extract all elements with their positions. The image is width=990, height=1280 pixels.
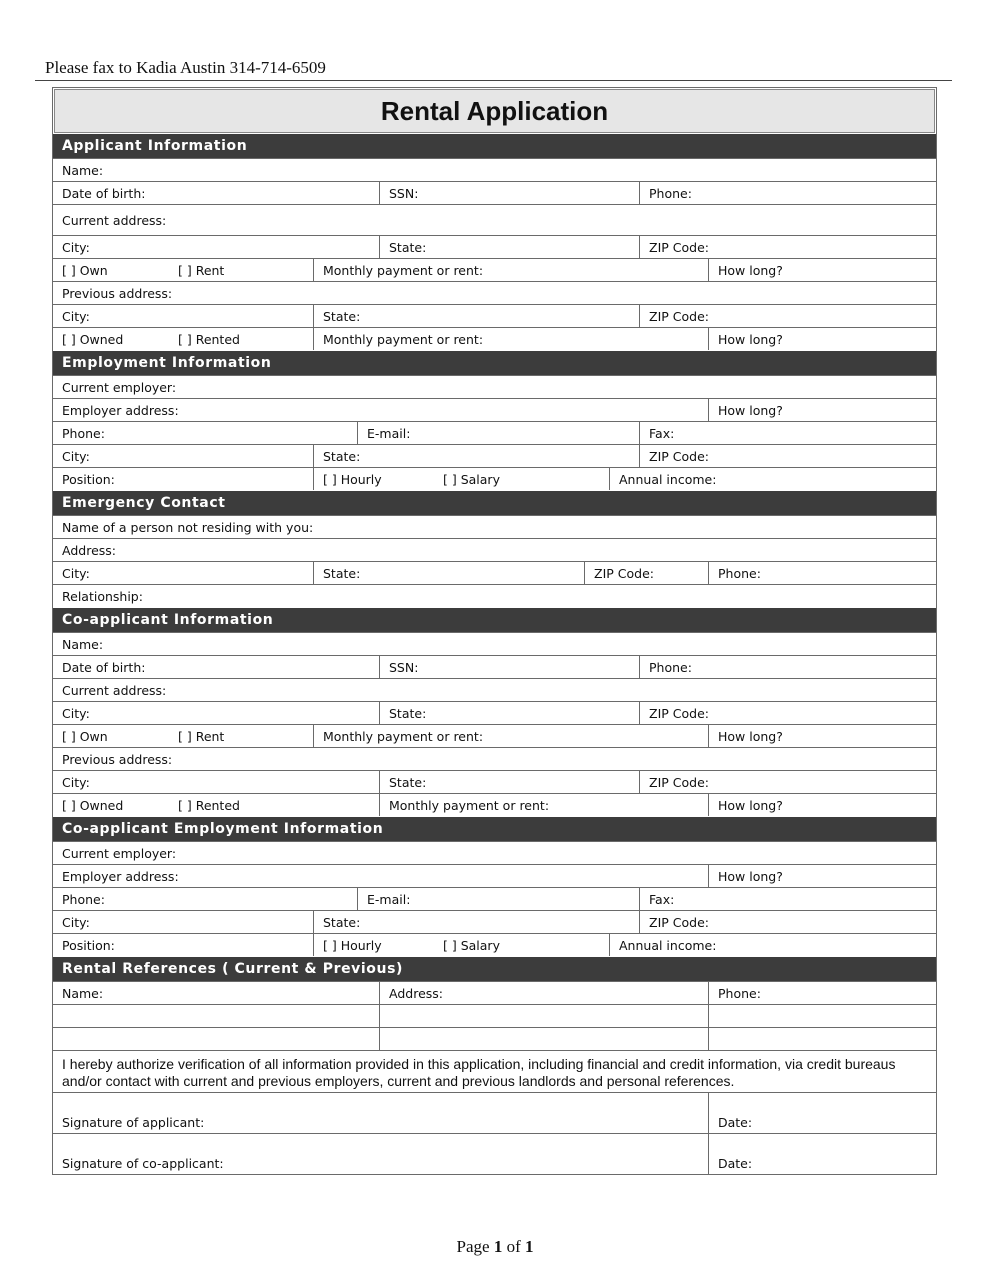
applicant-monthly-payment-field[interactable]: Monthly payment or rent: [313, 259, 708, 281]
co-position-field[interactable]: Position: [62, 937, 115, 953]
reference-name-cell[interactable] [53, 1005, 379, 1027]
coapplicant-previous-address-field[interactable]: Previous address: [62, 751, 173, 767]
applicant-previous-city-row [53, 304, 936, 327]
current-employer-field[interactable]: Current employer: [62, 379, 177, 395]
emergency-relationship-row [53, 584, 936, 607]
rented-checkbox[interactable]: [ ] Rented [178, 331, 240, 347]
co-employer-address-field[interactable]: Employer address: [62, 868, 179, 884]
emergency-state-field[interactable]: State: [313, 562, 584, 584]
employer-city-row [53, 444, 936, 467]
coapplicant-rent-checkbox[interactable]: [ ] Rent [178, 728, 225, 744]
coapplicant-signature-date-field[interactable]: Date: [708, 1134, 936, 1174]
section-coapplicant-employment: Co-applicant Employment Information [53, 817, 936, 841]
coapplicant-previous-zip-field[interactable]: ZIP Code: [639, 771, 936, 793]
reference-phone-cell[interactable] [708, 1005, 936, 1027]
section-rental-references: Rental References ( Current & Previous) [53, 957, 936, 981]
coapplicant-city-field[interactable]: City: [62, 705, 90, 721]
co-employer-email-field[interactable]: E-mail: [357, 888, 639, 910]
co-employment-how-long-field[interactable]: How long? [708, 865, 936, 887]
coapplicant-ssn-field[interactable]: SSN: [379, 656, 639, 678]
co-employer-phone-field[interactable]: Phone: [62, 891, 105, 907]
applicant-dob-row [53, 181, 936, 204]
reference-address-cell[interactable] [379, 1028, 708, 1050]
applicant-zip-field[interactable]: ZIP Code: [639, 236, 936, 258]
section-coapplicant-information: Co-applicant Information [53, 608, 936, 632]
total-pages: 1 [524, 1237, 534, 1256]
applicant-residence-row [53, 258, 936, 281]
form-title: Rental Application [54, 89, 935, 133]
applicant-previous-address-field[interactable]: Previous address: [62, 285, 173, 301]
co-employer-address-row [53, 864, 936, 887]
co-employer-state-field[interactable]: State: [313, 911, 639, 933]
current-page: 1 [493, 1237, 503, 1256]
own-checkbox[interactable]: [ ] Own [62, 262, 108, 278]
applicant-name-row [53, 158, 936, 181]
applicant-signature-date-field[interactable]: Date: [708, 1093, 936, 1133]
co-position-row [53, 933, 936, 956]
applicant-previous-monthly-field[interactable]: Monthly payment or rent: [313, 328, 708, 350]
page-number [0, 1237, 990, 1257]
references-header-row [53, 981, 936, 1004]
coapplicant-previous-state-field[interactable]: State: [379, 771, 639, 793]
position-row [53, 467, 936, 490]
reference-address-cell[interactable] [379, 1005, 708, 1027]
header-divider [35, 80, 952, 81]
coapplicant-signature-row [53, 1133, 936, 1174]
coapplicant-previous-address-row [53, 747, 936, 770]
coapplicant-zip-field[interactable]: ZIP Code: [639, 702, 936, 724]
applicant-previous-state-field[interactable]: State: [313, 305, 639, 327]
emergency-name-field[interactable]: Name of a person not residing with you: [62, 519, 314, 535]
employer-fax-field[interactable]: Fax: [639, 422, 936, 444]
applicant-city-row [53, 235, 936, 258]
owned-checkbox[interactable]: [ ] Owned [62, 331, 124, 347]
applicant-previous-residence-row [53, 327, 936, 350]
salary-checkbox[interactable]: [ ] Salary [443, 471, 500, 487]
annual-income-field[interactable]: Annual income: [609, 468, 936, 490]
applicant-ssn-field[interactable]: SSN: [379, 182, 639, 204]
employer-contact-row [53, 421, 936, 444]
coapplicant-how-long-field[interactable]: How long? [708, 725, 936, 747]
coapplicant-state-field[interactable]: State: [379, 702, 639, 724]
applicant-city-field[interactable]: City: [62, 239, 90, 255]
coapplicant-previous-how-long-field[interactable]: How long? [708, 794, 936, 816]
current-employer-row [53, 375, 936, 398]
coapplicant-signature-field[interactable]: Signature of co-applicant: [62, 1156, 224, 1171]
emergency-city-row [53, 561, 936, 584]
applicant-state-field[interactable]: State: [379, 236, 639, 258]
coapplicant-previous-city-field[interactable]: City: [62, 774, 90, 790]
reference-address-header: Address: [379, 982, 708, 1004]
co-employer-contact-row [53, 887, 936, 910]
applicant-previous-zip-field[interactable]: ZIP Code: [639, 305, 936, 327]
reference-row [53, 1027, 936, 1050]
coapplicant-current-address-row [53, 678, 936, 701]
applicant-current-address-field[interactable]: Current address: [62, 212, 167, 228]
employer-email-field[interactable]: E-mail: [357, 422, 639, 444]
co-employer-city-row [53, 910, 936, 933]
coapplicant-name-field[interactable]: Name: [62, 636, 104, 652]
co-employer-fax-field[interactable]: Fax: [639, 888, 936, 910]
reference-phone-cell[interactable] [708, 1028, 936, 1050]
co-current-employer-row [53, 841, 936, 864]
position-field[interactable]: Position: [62, 471, 115, 487]
reference-phone-header: Phone: [708, 982, 936, 1004]
page-separator: of [502, 1237, 525, 1256]
applicant-phone-field[interactable]: Phone: [639, 182, 936, 204]
applicant-dob-field[interactable]: Date of birth: [62, 185, 146, 201]
fax-instruction: Please fax to Kadia Austin 314-714-6509 [45, 58, 326, 77]
coapplicant-city-row [53, 701, 936, 724]
applicant-current-address-row [53, 204, 936, 235]
section-employment-information: Employment Information [53, 351, 936, 375]
co-hourly-checkbox[interactable]: [ ] Hourly [313, 934, 434, 956]
employer-address-field[interactable]: Employer address: [62, 402, 179, 418]
emergency-zip-field[interactable]: ZIP Code: [584, 562, 708, 584]
applicant-previous-address-row [53, 281, 936, 304]
authorization-statement: I hereby authorize verification of all information provided in this application, including financial and credit information, via credit bureaus and/or contact with current and previous employers, current and previous landlords and personal references. [53, 1050, 936, 1092]
co-current-employer-field[interactable]: Current employer: [62, 845, 177, 861]
emergency-city-field[interactable]: City: [62, 565, 90, 581]
page-prefix: Page [456, 1237, 494, 1256]
emergency-phone-field[interactable]: Phone: [708, 562, 936, 584]
coapplicant-previous-city-row [53, 770, 936, 793]
coapplicant-previous-residence-row [53, 793, 936, 816]
applicant-previous-how-long-field[interactable]: How long? [708, 328, 936, 350]
coapplicant-dob-row [53, 655, 936, 678]
coapplicant-own-checkbox[interactable]: [ ] Own [62, 728, 108, 744]
rent-checkbox[interactable]: [ ] Rent [178, 262, 225, 278]
coapplicant-dob-field[interactable]: Date of birth: [62, 659, 146, 675]
employer-phone-field[interactable]: Phone: [62, 425, 105, 441]
emergency-address-row [53, 538, 936, 561]
section-applicant-information: Applicant Information [53, 134, 936, 158]
section-emergency-contact: Emergency Contact [53, 491, 936, 515]
employer-address-row [53, 398, 936, 421]
employer-city-field[interactable]: City: [62, 448, 90, 464]
applicant-signature-row [53, 1092, 936, 1133]
coapplicant-residence-row [53, 724, 936, 747]
rental-application-form [52, 87, 937, 1175]
coapplicant-rented-checkbox[interactable]: [ ] Rented [178, 797, 240, 813]
employment-how-long-field[interactable]: How long? [708, 399, 936, 421]
co-employer-zip-field[interactable]: ZIP Code: [639, 911, 936, 933]
coapplicant-previous-monthly-field[interactable]: Monthly payment or rent: [379, 794, 708, 816]
coapplicant-name-row [53, 632, 936, 655]
emergency-name-row [53, 515, 936, 538]
coapplicant-phone-field[interactable]: Phone: [639, 656, 936, 678]
applicant-previous-city-field[interactable]: City: [62, 308, 90, 324]
coapplicant-owned-checkbox[interactable]: [ ] Owned [62, 797, 124, 813]
emergency-relationship-field[interactable]: Relationship: [62, 588, 143, 604]
reference-name-cell[interactable] [53, 1028, 379, 1050]
hourly-checkbox[interactable]: [ ] Hourly [313, 468, 434, 490]
emergency-address-field[interactable]: Address: [62, 542, 116, 558]
co-annual-income-field[interactable]: Annual income: [609, 934, 936, 956]
applicant-how-long-field[interactable]: How long? [708, 259, 936, 281]
applicant-signature-field[interactable]: Signature of applicant: [62, 1115, 205, 1130]
applicant-name-field[interactable]: Name: [62, 162, 104, 178]
co-employer-city-field[interactable]: City: [62, 914, 90, 930]
reference-row [53, 1004, 936, 1027]
employer-state-field[interactable]: State: [313, 445, 639, 467]
reference-name-header: Name: [62, 985, 104, 1001]
coapplicant-current-address-field[interactable]: Current address: [62, 682, 167, 698]
employer-zip-field[interactable]: ZIP Code: [639, 445, 936, 467]
co-salary-checkbox[interactable]: [ ] Salary [443, 937, 500, 953]
coapplicant-monthly-payment-field[interactable]: Monthly payment or rent: [313, 725, 708, 747]
